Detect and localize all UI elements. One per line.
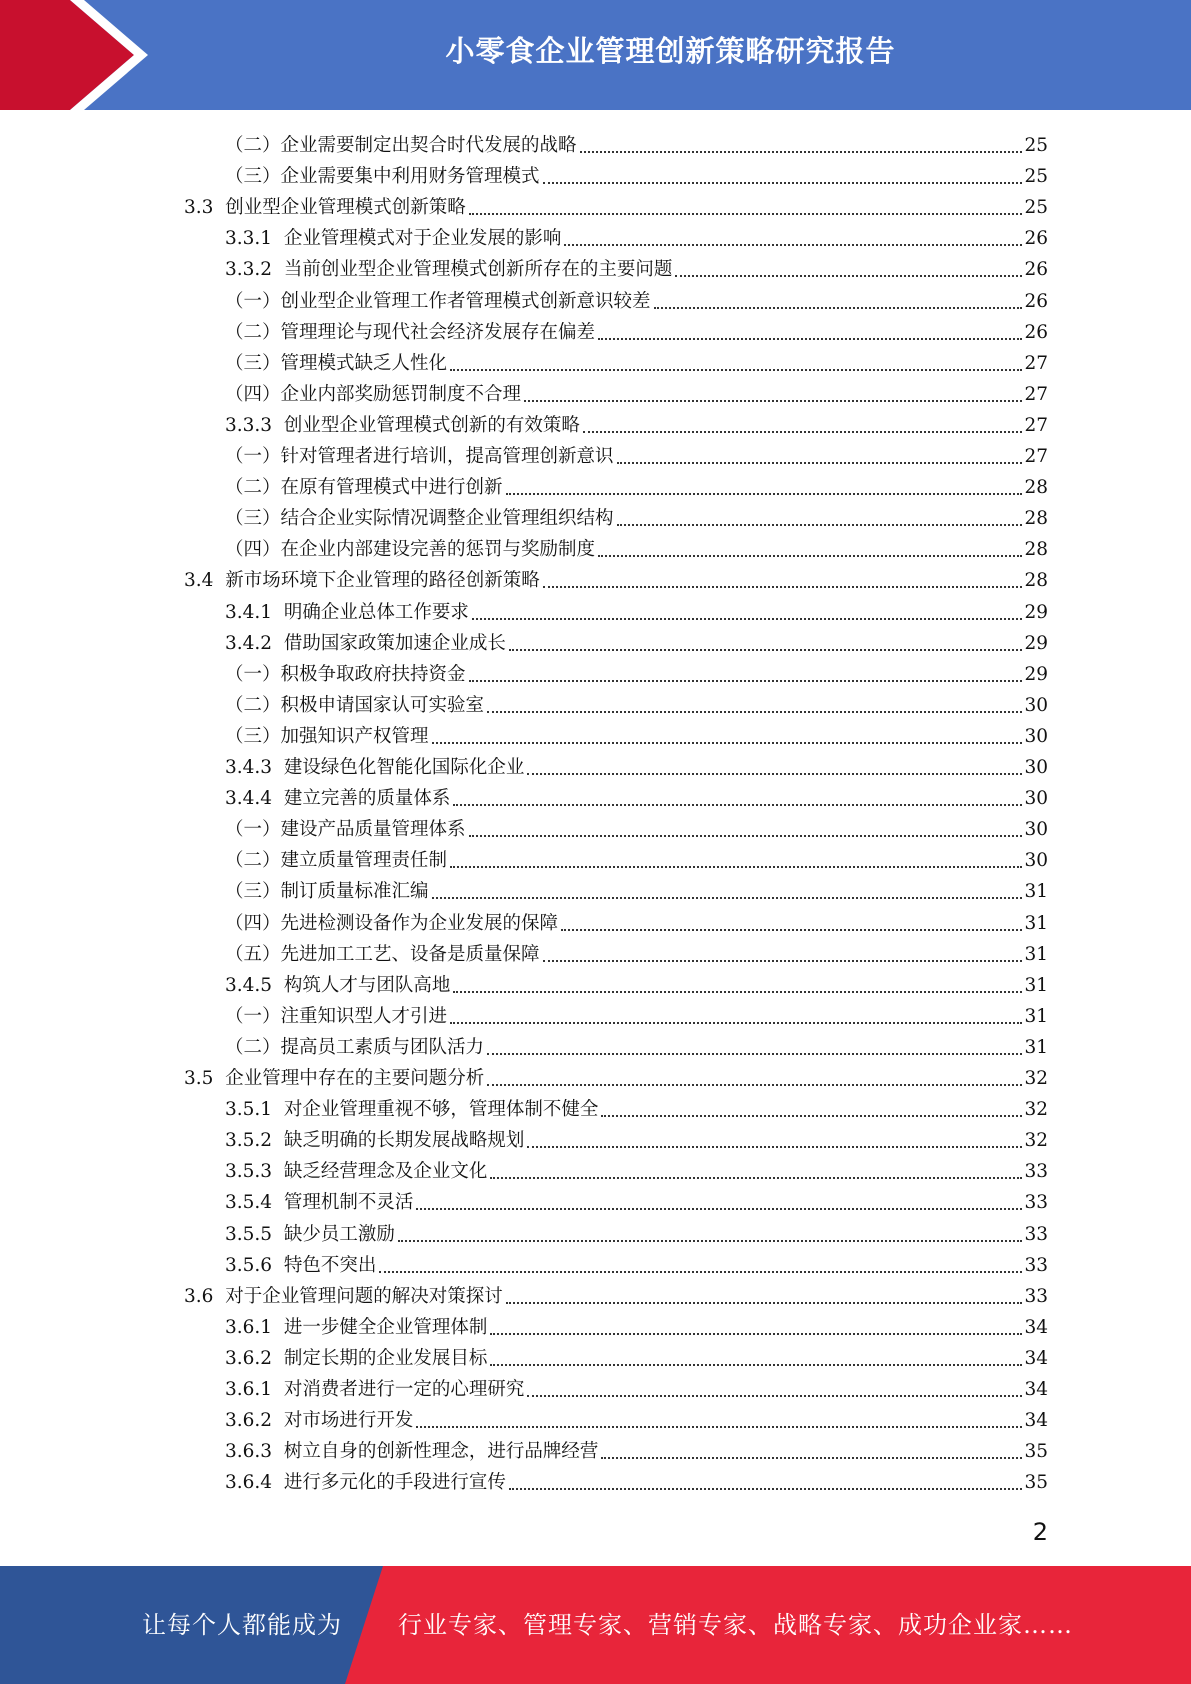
toc-dot-leader — [490, 1176, 1022, 1179]
toc-entry-number: （一） — [225, 290, 281, 312]
toc-entry-page: 26 — [1024, 228, 1048, 250]
toc-entry-number: （三） — [225, 166, 281, 188]
toc-entry-title: 加强知识产权管理 — [280, 725, 429, 747]
page-header — [0, 0, 1191, 110]
toc-entry-number: 3.6.3 — [225, 1441, 284, 1463]
toc-entry-number: （四） — [225, 539, 281, 561]
toc-entry-title: 缺乏经营理念及企业文化 — [283, 1161, 488, 1183]
toc-dot-leader — [469, 212, 1023, 215]
toc-dot-leader — [432, 741, 1023, 744]
toc-entry[interactable] — [225, 1153, 1048, 1184]
toc-entry-number: （四） — [225, 383, 281, 405]
toc-entry-page: 28 — [1024, 570, 1048, 592]
toc-entry[interactable] — [225, 1464, 1048, 1495]
toc-dot-leader — [543, 585, 1023, 588]
toc-dot-leader — [472, 617, 1023, 620]
toc-entry-title: 先进加工工艺、设备是质量保障 — [280, 943, 540, 965]
toc-dot-leader — [506, 1301, 1023, 1304]
toc-entry-page: 26 — [1024, 321, 1048, 343]
toc-entry[interactable] — [225, 345, 1048, 376]
toc-dot-leader — [453, 803, 1022, 806]
toc-entry-title: 企业内部奖励惩罚制度不合理 — [280, 383, 522, 405]
toc-entry-number: 3.6.1 — [225, 1316, 284, 1338]
toc-dot-leader — [450, 865, 1022, 868]
toc-entry-page: 33 — [1024, 1223, 1048, 1245]
toc-entry[interactable] — [225, 438, 1048, 469]
toc-dot-leader — [432, 896, 1023, 899]
toc-dot-leader — [450, 368, 1022, 371]
toc-dot-leader — [416, 1425, 1022, 1428]
toc-entry[interactable] — [225, 220, 1048, 251]
toc-entry-title: 管理模式缺乏人性化 — [280, 352, 448, 374]
toc-entry-page: 32 — [1024, 1099, 1048, 1121]
toc-entry-title: 特色不突出 — [283, 1254, 377, 1276]
toc-entry-number: （四） — [225, 912, 281, 934]
toc-entry-number: 3.6.2 — [225, 1347, 284, 1369]
toc-entry-title: 企业管理模式对于企业发展的影响 — [283, 228, 562, 250]
toc-entry[interactable] — [225, 1029, 1048, 1060]
toc-entry-page: 30 — [1024, 788, 1048, 810]
toc-entry[interactable] — [225, 531, 1048, 562]
toc-entry-page: 34 — [1024, 1316, 1048, 1338]
toc-entry-title: 企业管理中存在的主要问题分析 — [225, 1068, 485, 1089]
toc-entry-page: 25 — [1024, 166, 1048, 188]
toc-entry-number: 3.6 — [184, 1285, 226, 1307]
toc-entry-number: （五） — [225, 943, 281, 965]
toc-entry-number: 3.3 — [184, 197, 226, 219]
toc-entry[interactable] — [225, 905, 1048, 936]
toc-entry-title: 企业需要制定出契合时代发展的战略 — [280, 135, 577, 156]
toc-entry-number: （三） — [225, 881, 281, 903]
toc-entry-page: 31 — [1024, 912, 1048, 934]
toc-entry-title: 在原有管理模式中进行创新 — [280, 477, 503, 499]
toc-entry-page: 28 — [1024, 508, 1048, 530]
toc-entry[interactable] — [225, 1216, 1048, 1247]
toc-entry-number: （三） — [225, 352, 281, 374]
toc-entry[interactable] — [225, 469, 1048, 500]
toc-entry-page: 29 — [1024, 632, 1048, 654]
toc-dot-leader — [617, 461, 1023, 464]
toc-entry-page: 31 — [1024, 1036, 1048, 1058]
toc-dot-leader — [583, 430, 1023, 433]
toc-entry-number: 3.4 — [184, 570, 226, 592]
toc-dot-leader — [561, 928, 1022, 931]
toc-entry-title: 提高员工素质与团队活力 — [280, 1036, 485, 1058]
toc-dot-leader — [527, 1394, 1022, 1397]
toc-entry-page: 26 — [1024, 290, 1048, 312]
toc-entry-number: 3.5.3 — [225, 1161, 284, 1183]
toc-entry-page: 27 — [1024, 446, 1048, 467]
toc-dot-leader — [654, 306, 1023, 309]
page-number: 2 — [1032, 1518, 1048, 1546]
toc-entry-title: 积极争取政府扶持资金 — [280, 663, 466, 685]
toc-dot-leader — [490, 1332, 1022, 1335]
toc-entry-number: 3.4.5 — [225, 974, 284, 996]
toc-dot-leader — [675, 274, 1022, 277]
page-footer — [0, 1566, 1191, 1684]
toc-entry[interactable] — [225, 251, 1048, 282]
toc-entry-number: （一） — [225, 446, 281, 467]
toc-entry[interactable] — [225, 1402, 1048, 1433]
toc-dot-leader — [450, 1021, 1022, 1024]
toc-entry-title: 进行多元化的手段进行宣传 — [283, 1472, 506, 1494]
toc-entry-title: 树立自身的创新性理念，进行品牌经营 — [283, 1441, 599, 1463]
toc-entry-number: 3.3.3 — [225, 414, 284, 436]
toc-dot-leader — [416, 1207, 1022, 1210]
toc-entry[interactable] — [225, 967, 1048, 998]
toc-entry-title: 建立质量管理责任制 — [280, 850, 448, 872]
toc-entry-number: （一） — [225, 663, 281, 685]
toc-entry-number: （二） — [225, 694, 281, 716]
toc-entry[interactable] — [225, 1309, 1048, 1340]
toc-dot-leader — [598, 337, 1022, 340]
toc-entry-number: 3.5.2 — [225, 1130, 284, 1152]
toc-entry-number: 3.3.1 — [225, 228, 284, 250]
toc-entry[interactable] — [225, 656, 1048, 687]
toc-entry[interactable] — [225, 158, 1048, 189]
toc-entry[interactable] — [225, 749, 1048, 780]
toc-entry-number: 3.5.4 — [225, 1192, 284, 1214]
toc-entry-title: 建立完善的质量体系 — [283, 788, 451, 810]
toc-entry-title: 积极申请国家认可实验室 — [280, 694, 485, 716]
toc-entry[interactable] — [225, 873, 1048, 904]
toc-dot-leader — [490, 1363, 1022, 1366]
toc-entry-title: 新市场环境下企业管理的路径创新策略 — [225, 570, 540, 592]
toc-entry-page: 25 — [1024, 135, 1048, 156]
toc-entry-title: 缺乏明确的长期发展战略规划 — [283, 1130, 525, 1152]
toc-entry-page: 27 — [1024, 352, 1048, 374]
toc-entry-title: 借助国家政策加速企业成长 — [283, 632, 506, 654]
toc-entry[interactable] — [225, 594, 1048, 625]
toc-entry-page: 33 — [1024, 1192, 1048, 1214]
toc-entry[interactable] — [225, 1184, 1048, 1215]
toc-dot-leader — [379, 1270, 1022, 1273]
toc-entry-page: 27 — [1024, 414, 1048, 436]
toc-entry-page: 33 — [1024, 1285, 1048, 1307]
toc-entry-title: 制定长期的企业发展目标 — [283, 1347, 488, 1369]
toc-dot-leader — [487, 1052, 1022, 1055]
toc-entry-title: 针对管理者进行培训，提高管理创新意识 — [280, 446, 614, 467]
toc-entry-page: 30 — [1024, 850, 1048, 872]
toc-entry-page: 29 — [1024, 601, 1048, 623]
toc-entry-page: 34 — [1024, 1379, 1048, 1400]
toc-entry-page: 27 — [1024, 383, 1048, 405]
toc-entry-number: （二） — [225, 1036, 281, 1058]
toc-entry-title: 建设产品质量管理体系 — [280, 819, 466, 841]
toc-entry-number: 3.5 — [184, 1068, 226, 1089]
toc-entry-number: （二） — [225, 321, 281, 343]
toc-entry[interactable] — [225, 500, 1048, 531]
toc-dot-leader — [453, 990, 1022, 993]
toc-entry-page: 31 — [1024, 881, 1048, 903]
toc-entry-title: 建设绿色化智能化国际化企业 — [283, 757, 525, 778]
toc-entry-number: 3.4.3 — [225, 757, 284, 778]
toc-dot-leader — [487, 710, 1022, 713]
toc-dot-leader — [527, 772, 1022, 775]
toc-entry-title: 进一步健全企业管理体制 — [283, 1316, 488, 1338]
document-title: 小零食企业管理创新策略研究报告 — [445, 34, 896, 68]
toc-entry-number: 3.6.2 — [225, 1410, 284, 1432]
toc-dot-leader — [617, 523, 1023, 526]
toc-entry-title: 对市场进行开发 — [283, 1410, 414, 1432]
toc-entry-number: 3.6.4 — [225, 1472, 284, 1494]
toc-entry[interactable] — [225, 718, 1048, 749]
toc-dot-leader — [601, 1456, 1022, 1459]
toc-entry-title: 制订质量标准汇编 — [280, 881, 429, 903]
toc-entry-title: 结合企业实际情况调整企业管理组织结构 — [280, 508, 614, 530]
toc-entry[interactable] — [225, 1122, 1048, 1153]
toc-dot-leader — [524, 399, 1022, 402]
toc-entry[interactable] — [225, 1371, 1048, 1402]
toc-dot-leader — [469, 834, 1023, 837]
toc-dot-leader — [487, 1083, 1022, 1086]
toc-entry-page: 30 — [1024, 819, 1048, 841]
toc-dot-leader — [527, 1145, 1022, 1148]
toc-entry-page: 26 — [1024, 259, 1048, 281]
toc-dot-leader — [580, 150, 1023, 153]
toc-entry[interactable] — [225, 780, 1048, 811]
toc-dot-leader — [398, 1239, 1023, 1242]
toc-entry-title: 创业型企业管理工作者管理模式创新意识较差 — [280, 290, 651, 312]
toc-entry-number: （一） — [225, 1005, 281, 1027]
toc-entry-page: 34 — [1024, 1347, 1048, 1369]
toc-entry-page: 31 — [1024, 1005, 1048, 1027]
toc-entry-title: 注重知识型人才引进 — [280, 1005, 448, 1027]
toc-entry-page: 25 — [1024, 197, 1048, 219]
toc-entry-page: 28 — [1024, 539, 1048, 561]
toc-entry-title: 管理理论与现代社会经济发展存在偏差 — [280, 321, 596, 343]
toc-entry-page: 32 — [1024, 1068, 1048, 1089]
footer-slogan-right: 行业专家、管理专家、营销专家、战略专家、成功企业家…… — [398, 1611, 1073, 1639]
toc-entry-page: 31 — [1024, 943, 1048, 965]
toc-entry-number: （一） — [225, 819, 281, 841]
toc-entry[interactable] — [225, 842, 1048, 873]
toc-entry[interactable] — [225, 127, 1048, 158]
toc-entry[interactable] — [184, 1278, 1048, 1309]
toc-entry[interactable] — [225, 376, 1048, 407]
toc-entry[interactable] — [184, 1060, 1048, 1091]
toc-entry-page: 28 — [1024, 477, 1048, 499]
toc-dot-leader — [469, 679, 1023, 682]
toc-entry-page: 32 — [1024, 1130, 1048, 1152]
toc-entry-number: （三） — [225, 508, 281, 530]
toc-entry-number: 3.4.4 — [225, 788, 284, 810]
toc-entry-page: 35 — [1024, 1441, 1048, 1463]
toc-entry-title: 对企业管理重视不够，管理体制不健全 — [283, 1099, 599, 1121]
toc-dot-leader — [506, 492, 1023, 495]
toc-entry-page: 30 — [1024, 725, 1048, 747]
toc-entry-page: 35 — [1024, 1472, 1048, 1494]
toc-entry-title: 缺少员工激励 — [283, 1223, 395, 1245]
toc-dot-leader — [543, 181, 1023, 184]
toc-entry-page: 33 — [1024, 1161, 1048, 1183]
toc-entry-page: 30 — [1024, 757, 1048, 778]
toc-entry[interactable] — [225, 1340, 1048, 1371]
toc-entry[interactable] — [225, 1433, 1048, 1464]
toc-entry-title: 对消费者进行一定的心理研究 — [283, 1379, 525, 1400]
toc-entry[interactable] — [225, 407, 1048, 438]
header-chevron-decoration — [0, 0, 150, 110]
toc-entry-title: 明确企业总体工作要求 — [283, 601, 469, 623]
toc-entry[interactable] — [225, 811, 1048, 842]
toc-entry-number: 3.4.2 — [225, 632, 284, 654]
toc-entry-title: 对于企业管理问题的解决对策探讨 — [225, 1285, 503, 1307]
toc-entry-number: 3.5.1 — [225, 1099, 284, 1121]
toc-dot-leader — [601, 1114, 1022, 1117]
toc-entry-title: 企业需要集中利用财务管理模式 — [280, 166, 540, 188]
toc-entry[interactable] — [225, 936, 1048, 967]
toc-entry-page: 34 — [1024, 1410, 1048, 1432]
toc-entry-title: 先进检测设备作为企业发展的保障 — [280, 912, 559, 934]
toc-entry[interactable] — [225, 1091, 1048, 1122]
toc-dot-leader — [598, 554, 1022, 557]
toc-entry[interactable] — [225, 1247, 1048, 1278]
toc-entry-title: 创业型企业管理模式创新策略 — [225, 197, 466, 219]
toc-dot-leader — [509, 1487, 1023, 1490]
toc-entry-number: 3.6.1 — [225, 1379, 284, 1400]
toc-entry-page: 31 — [1024, 974, 1048, 996]
toc-entry-number: （二） — [225, 477, 281, 499]
toc-entry-title: 管理机制不灵活 — [283, 1192, 414, 1214]
toc-entry-number: 3.5.5 — [225, 1223, 284, 1245]
toc-dot-leader — [543, 959, 1023, 962]
toc-entry[interactable] — [225, 687, 1048, 718]
toc-entry-number: （三） — [225, 725, 281, 747]
toc-entry-title: 构筑人才与团队高地 — [283, 974, 451, 996]
toc-entry-number: 3.4.1 — [225, 601, 284, 623]
toc-entry-title: 创业型企业管理模式创新的有效策略 — [283, 414, 580, 436]
toc-entry[interactable] — [184, 562, 1048, 593]
toc-entry[interactable] — [184, 189, 1048, 220]
toc-dot-leader — [509, 648, 1023, 651]
toc-entry-page: 29 — [1024, 663, 1048, 685]
toc-entry-page: 30 — [1024, 694, 1048, 716]
toc-dot-leader — [564, 243, 1022, 246]
toc-entry-page: 33 — [1024, 1254, 1048, 1276]
toc-entry[interactable] — [225, 283, 1048, 314]
toc-entry-number: （二） — [225, 850, 281, 872]
toc-entry-number: 3.3.2 — [225, 259, 284, 281]
footer-slogan-left: 让每个人都能成为 — [142, 1611, 342, 1639]
toc-entry[interactable] — [225, 625, 1048, 656]
toc-entry[interactable] — [225, 998, 1048, 1029]
toc-entry-number: （二） — [225, 135, 281, 156]
toc-entry-title: 当前创业型企业管理模式创新所存在的主要问题 — [283, 259, 673, 281]
toc-entry-title: 在企业内部建设完善的惩罚与奖励制度 — [280, 539, 596, 561]
toc-entry-number: 3.5.6 — [225, 1254, 284, 1276]
toc-entry[interactable] — [225, 314, 1048, 345]
